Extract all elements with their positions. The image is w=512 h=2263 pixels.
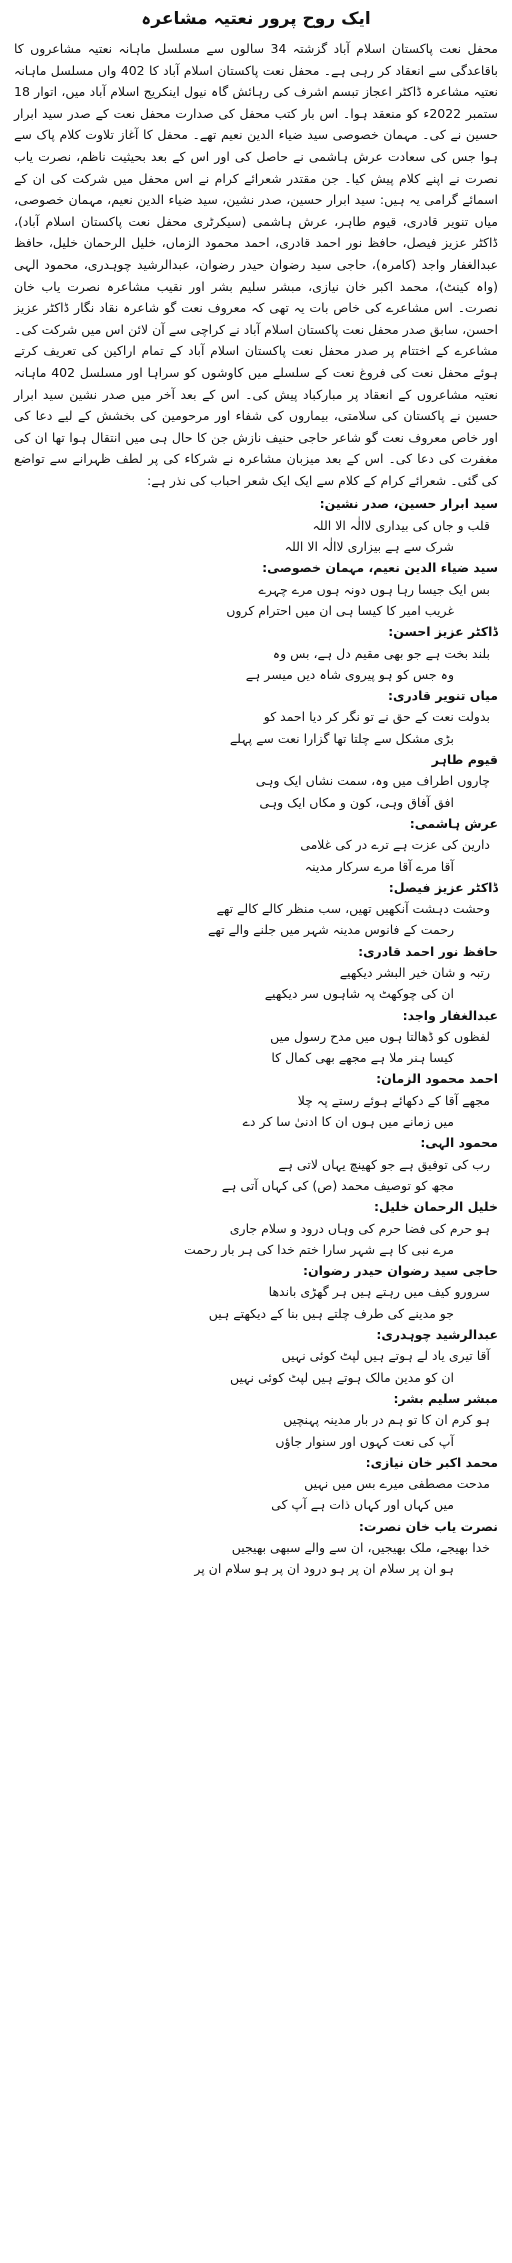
verse-list xyxy=(14,493,498,1579)
verse-line: رتبہ و شان خیر البشر دیکھیے xyxy=(339,965,490,980)
verse-line: دارین کی عزت ہے ترے در کی غلامی xyxy=(300,837,490,853)
verse-line: چاروں اطراف میں وہ، سمت نشاں ایک وہی xyxy=(255,773,490,789)
verse-block xyxy=(14,1196,498,1260)
poet-name: ڈاکٹر عزیز فیصل: xyxy=(388,879,498,895)
verse-block xyxy=(14,1516,498,1580)
verse-block xyxy=(14,1324,498,1388)
verse-block xyxy=(14,1452,498,1516)
verse-line: مدحت مصطفی میرے بس میں نہیں xyxy=(304,1476,490,1492)
verse-block xyxy=(14,685,498,749)
verse-line: خدا بھیجے، ملک بھیجیں، ان سے والے سبھی بھیجیں xyxy=(231,1540,490,1556)
verse-line: ہو ان پر سلام ان پر ہو درود ان پر ہو سلام ان پر xyxy=(194,1561,454,1577)
verse-line: لفظوں کو ڈھالتا ہوں میں مدح رسول میں xyxy=(270,1028,490,1044)
verse-line: بدولت نعت کے حق نے تو نگر کر دیا احمد کو xyxy=(263,709,490,725)
verse-block xyxy=(14,877,498,941)
poet-name: حاجی سید رضوان حیدر رضوان: xyxy=(302,1263,498,1279)
body-paragraph: محفل نعت پاکستان اسلام آباد گزشتہ 34 سالوں سے مسلسل ماہانہ نعتیہ مشاعروں کا باقاعدگی سے انعقاد کر رہی ہے۔ محفل نعت پاکستان اسلام آباد کا 402 واں مسلسل ماہانہ نعتیہ مشاعرہ ڈاکٹر اعجاز تبسم اشرف کی رہائش گاہ نیول اینکریج اسلام آباد میں، اتوار 18 ستمبر 2022ء کو منعقد ہوا۔ اس بار کتب محفل کی صدارت محفل نعت کے صدر سید ابرار حسین نے کی۔ مہمان خصوصی سید ضیاء الدین نعیم تھے۔ محفل کا آغاز تلاوت کلام پاک سے ہوا جس کی سعادت عرش ہاشمی نے حاصل کی اور اس کے بعد بحیثیت ناظم، نصرت یاب نصرت نے اپنے کلام پیش کیا۔ جن مقتدر شعرائے کرام نے اس محفل میں شرکت کی ان کے اسمائے گرامی یہ ہیں: سید ابرار حسین، صدر نشین، سید ضیاء الدین نعیم، مہمان خصوصی، میاں تنویر قادری، قیوم طاہر، عرش ہاشمی (سیکرٹری محفل نعت پاکستان اسلام آباد)، ڈاکٹر عزیز فیصل، حافظ نور احمد قادری، احمد محمود الزماں، خلیل الرحمان خلیل، حافظ عبدالغفار واجد (کامرہ)، حاجی سید رضوان حیدر رضوان، عبدالرشید چوہدری، محمود الہی (واہ کینٹ)، محمد اکبر خان نیازی، مبشر سلیم بشر اور نقیب مشاعرہ نصرت یاب خان نصرت۔ اس مشاعرے کی خاص بات یہ تھی کہ معروف نعت گو شاعرہ نقاد نگار ڈاکٹر عزیز احسن، سابق صدر محفل نعت پاکستان اسلام آباد نے کراچی سے آن لائن اس میں شرکت کی۔ مشاعرے کے اختتام پر صدر محفل نعت پاکستان اسلام آباد کے تمام اراکین کی تعریف کرتے ہوئے محفل نعت کی فروغ نعت کے سلسلے میں کاوشوں کو سراہا اور مسلسل 402 ماہانہ نعتیہ مشاعروں کے انعقاد پر مبارکباد پیش کی۔ اس کے بعد آخر میں صدر نشین سید ابرار حسین نے پاکستان کی سلامتی، بیماروں کی شفاء اور مرحومین کی بخشش کے لیے دعا کی اور خاص معروف نعت گو شاعر حاجی حنیف نازش جن کا حال ہی میں انتقال ہوا تھا ان کی مغفرت کی دعا کی۔ اس کے بعد میزبان مشاعرہ نے شرکاء کی پر لطف ظہرانے سے تواضع کی گئی۔ شعرائے کرام کے کلام سے ایک ایک شعر احباب کی نذر ہے: xyxy=(14,41,499,488)
verse-block xyxy=(14,1132,498,1196)
verse-block xyxy=(14,1068,498,1132)
verse-block xyxy=(14,1388,498,1452)
verse-block xyxy=(14,1005,498,1069)
verse-line: آقا تیری یاد لے ہوتے ہیں لپٹ کوئی نہیں xyxy=(281,1348,490,1364)
verse-line: آقا مرے آقا مرے سرکار مدینہ xyxy=(304,858,454,874)
verse-line: شرک سے ہے بیزاری لاالٰہ الا اللہ xyxy=(284,539,454,555)
poet-name: سید ضیاء الدین نعیم، مہمان خصوصی: xyxy=(262,560,498,576)
verse-line: وحشت دہشت آنکھیں تھیں، سب منظر کالے کالے تھے xyxy=(216,901,490,917)
verse-line: بس ایک جیسا رہا ہوں دونہ ہوں مرے چہرے xyxy=(258,581,490,597)
poet-name: خلیل الرحمان خلیل: xyxy=(374,1199,498,1215)
verse-line: غریب امیر کا کیسا ہی ان میں احترام کروں xyxy=(226,602,454,618)
verse-line: وہ جس کو ہو پیروی شاہ دیں میسر ہے xyxy=(245,666,454,682)
verse-line: ان کی چوکھٹ پہ شاہوں سر دیکھیے xyxy=(264,986,454,1002)
verse-block xyxy=(14,557,498,621)
verse-line: جو مدینے کی طرف چلتے ہیں بنا کے دیکھتے ہیں xyxy=(208,1305,454,1321)
verse-line: میں کہاں اور کہاں ذات ہے آپ کی xyxy=(271,1497,454,1513)
poet-name: احمد محمود الزمان: xyxy=(376,1071,498,1087)
article-title: ایک روح پرور نعتیہ مشاعرہ xyxy=(141,9,371,29)
verse-line: بلند بخت ہے جو بھی مقیم دل ہے، بس وہ xyxy=(272,645,490,661)
verse-line: ان کو مدین مالک ہوتے ہیں لپٹ کوئی نہیں xyxy=(229,1369,454,1385)
verse-line: ہو کرم ان کا تو ہم در بار مدینہ پہنچیں xyxy=(283,1412,490,1428)
verse-block xyxy=(14,621,498,685)
verse-block xyxy=(14,813,498,877)
poet-name: عبدالرشید چوہدری: xyxy=(376,1327,498,1343)
verse-block xyxy=(14,493,498,557)
poet-name: قیوم طاہر xyxy=(431,752,498,768)
poet-name: نصرت یاب خان نصرت: xyxy=(358,1518,498,1534)
verse-line: آپ کی نعت کہوں اور سنوار جاؤں xyxy=(275,1433,454,1449)
poet-name: میاں تنویر قادری: xyxy=(388,688,498,704)
poet-name: مبشر سلیم بشر: xyxy=(393,1390,498,1406)
article-body xyxy=(14,38,498,491)
poet-name: محمود الہی: xyxy=(420,1135,498,1151)
verse-line: سرورو کیف میں رہتے ہیں ہر گھڑی باندھا xyxy=(268,1284,490,1300)
verse-line: رب کی توفیق ہے جو کھینچ یہاں لاتی ہے xyxy=(278,1156,490,1172)
verse-line: ہو حرم کی فضا حرم کی وہاں درود و سلام جاری xyxy=(229,1220,490,1236)
verse-block xyxy=(14,1260,498,1324)
poet-name: حافظ نور احمد قادری: xyxy=(358,943,498,959)
verse-line: قلب و جاں کی بیداری لاالٰہ الا اللہ xyxy=(312,517,490,533)
verse-line: افق آفاق وہی، کون و مکاں ایک وہی xyxy=(259,794,454,810)
verse-line: رحمت کے فانوس مدینہ شہر میں جلنے والے تھے xyxy=(208,922,454,938)
verse-line: مجھ کو توصیف محمد (ص) کی کہاں آتی ہے xyxy=(221,1177,454,1193)
verse-line: میں زمانے میں ہوں ان کا ادنیٰ سا کر دے xyxy=(242,1114,454,1130)
poet-name: عبدالغفار واجد: xyxy=(402,1007,498,1023)
poet-name: عرش ہاشمی: xyxy=(409,815,498,831)
poet-name: سید ابرار حسین، صدر نشین: xyxy=(319,496,498,512)
verse-line: مجھے آقا کے دکھائے ہوئے رستے پہ چلا xyxy=(297,1092,490,1108)
verse-block xyxy=(14,749,498,813)
verse-line: مرے نبی کا ہے شہر سارا ختم خدا کی ہر بار رحمت xyxy=(184,1241,454,1257)
poet-name: ڈاکٹر عزیز احسن: xyxy=(388,624,498,640)
verse-block xyxy=(14,941,498,1005)
verse-line: کیسا ہنر ملا ہے مجھے بھی کمال کا xyxy=(271,1050,454,1066)
poet-name: محمد اکبر خان نیازی: xyxy=(365,1454,498,1470)
verse-line: بڑی مشکل سے چلتا تھا گزارا نعت سے پہلے xyxy=(229,730,454,746)
